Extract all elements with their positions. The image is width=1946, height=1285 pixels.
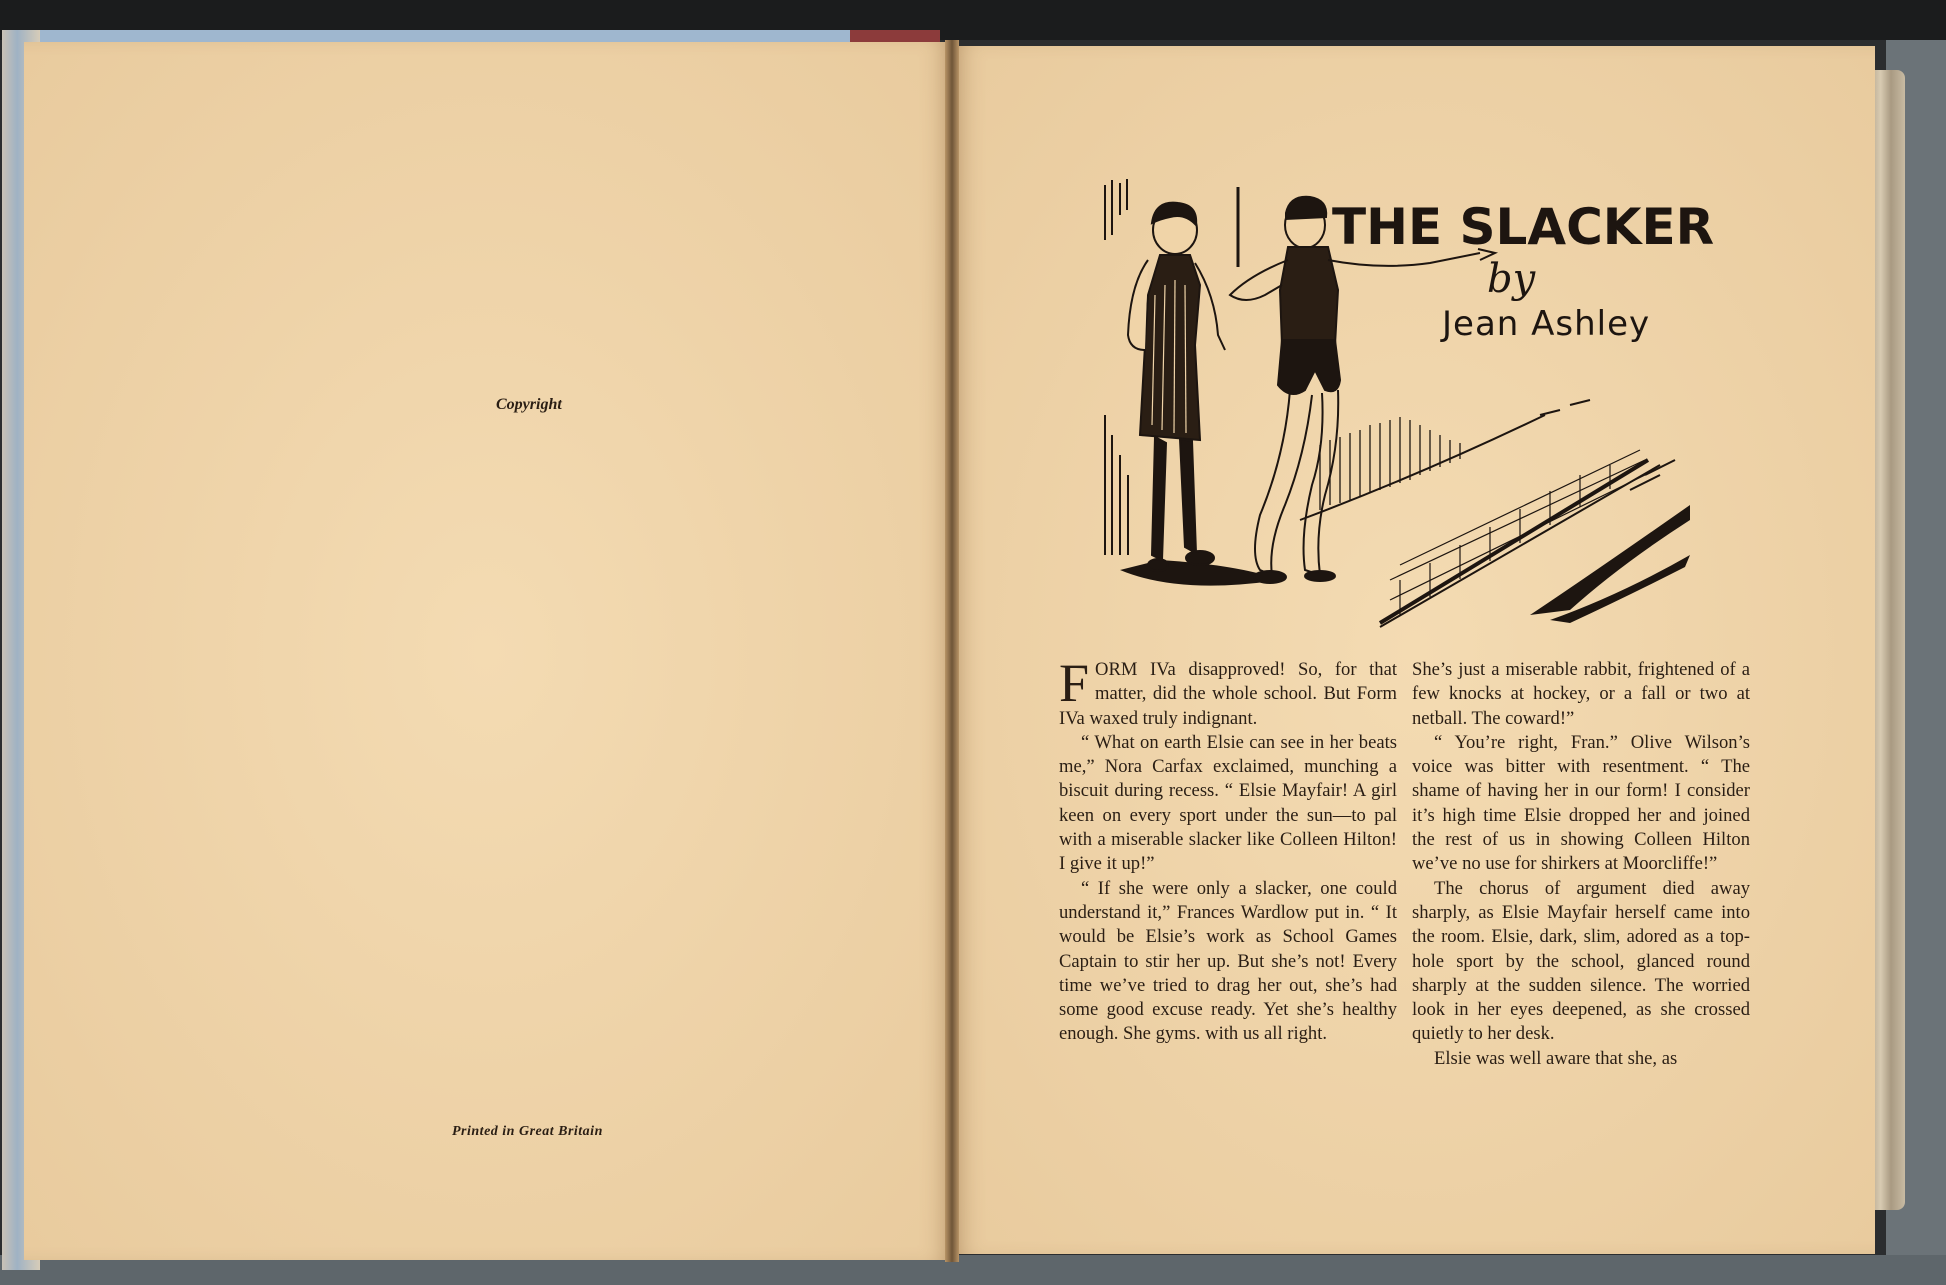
story-author: Jean Ashley — [1442, 304, 1651, 344]
paragraph: She’s just a miserable rabbit, frightened of a few knocks at hockey, or a fall or two at netball. The coward!” — [1412, 659, 1750, 729]
drop-cap: F — [1059, 653, 1090, 713]
paragraph-text: ORM IVa disapproved! So, for that matter, did the whole school. But Form IVa waxed truly indignant. — [1059, 659, 1397, 729]
book-gutter — [945, 40, 959, 1262]
paragraph: Elsie was well aware that she, as — [1434, 1047, 1678, 1069]
paragraph: “ If she were only a slacker, one could understand it,” Frances Wardlow put in. “ It would be Elsie’s work as School Games Captain to stir her up. But she’s not! Every time we’ve tried to drag her out, she’s had some good excuse ready. Yet she’s healthy enough. She gyms. with us all right. — [1059, 877, 1397, 1045]
paragraph: “ You’re right, Fran.” Olive Wilson’s voice was bitter with resentment. “ The shame of having her in our form! I consider it’s high time Elsie dropped her and joined the rest of us in showing Colleen Hilton we’ve no use for shirkers at Moorcliffe!” — [1412, 731, 1750, 875]
page-stack-edge — [1870, 70, 1905, 1210]
story-title-block — [1332, 198, 1715, 368]
paragraph: The chorus of argument died away sharply, as Elsie Mayfair herself came into the room. Elsie, dark, slim, adored as a top-hole sport by the school, glanced round sharply at the sudden silence. The worried look in her eyes deepened, as she crossed quietly to her desk. — [1412, 877, 1750, 1045]
paragraph: “ What on earth Elsie can see in her beats me,” Nora Carfax exclaimed, munching a biscuit during recess. “ Elsie Mayfair! A girl keen on every sport under the sun—to pal with a miserable slacker like Colleen Hilton! I give it up!” — [1059, 731, 1397, 875]
printed-notice: Printed in Great Britain — [452, 1124, 603, 1139]
paragraph — [1059, 653, 1397, 731]
story-byline: by — [1487, 256, 1536, 302]
story-title: THE SLACKER — [1332, 198, 1715, 256]
copyright-notice: Copyright — [496, 396, 562, 413]
left-page — [24, 42, 950, 1260]
text-column-right — [1412, 658, 1750, 1071]
text-column-left — [1059, 653, 1397, 1047]
